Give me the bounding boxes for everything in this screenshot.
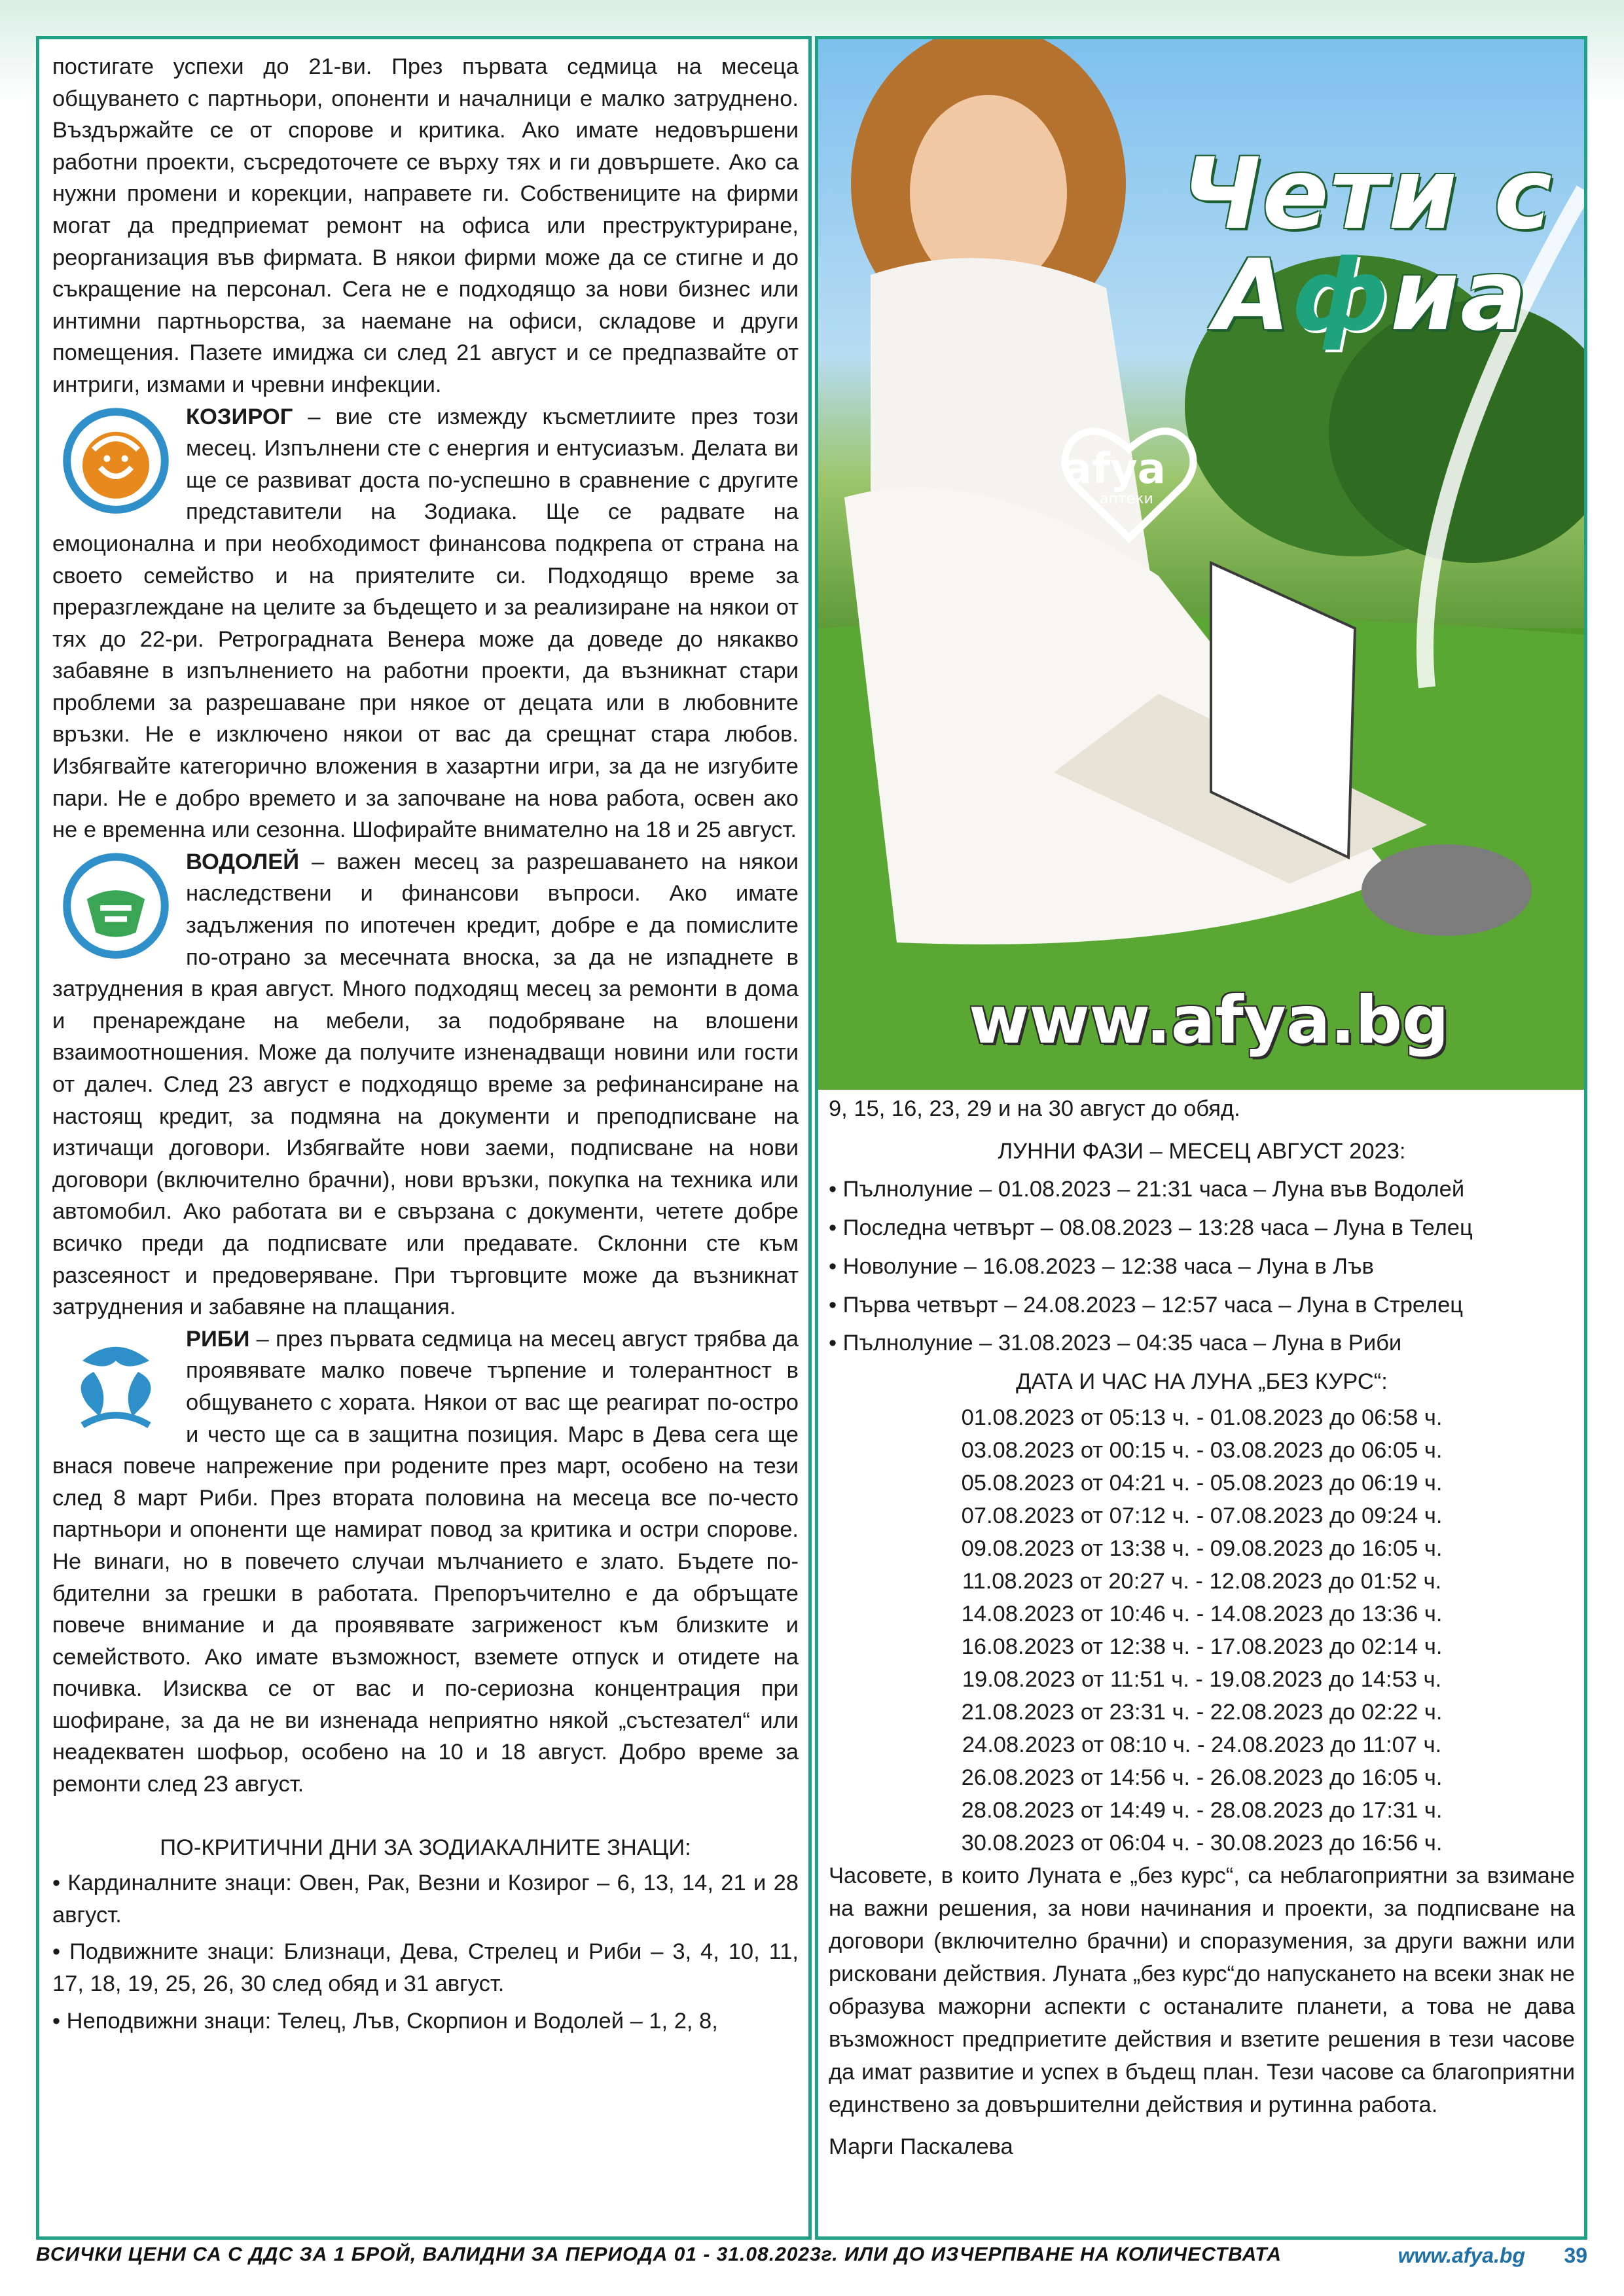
void-moon-slot: 24.08.2023 от 08:10 ч. - 24.08.2023 до 11:07 ч. <box>962 1732 1442 1757</box>
void-moon-slot: 01.08.2023 от 05:13 ч. - 01.08.2023 до 06:58 ч. <box>961 1405 1443 1430</box>
left-column <box>36 36 812 2240</box>
promo-title-line1: Чети с <box>1182 137 1554 251</box>
pisces-heading: РИБИ <box>186 1326 250 1352</box>
void-moon-slot: 28.08.2023 от 14:49 ч. - 28.08.2023 до 17:31 ч. <box>961 1797 1443 1823</box>
right-column <box>815 36 1587 2240</box>
pisces-text: – през първата седмица на месец август трябва да проявявате малко повече търпение и толерантност в общуването с хората. Някои от вас ще реагират по-остро и често ще са в защитна позиция. Марс в Дева сега ще внася повече напрежение при родените през март, особено на тези след 8 март Риби. През втората половина на месеца все по-често партньори и опоненти ще намират повод за критика и остри спорове. Не винаги, но в повечето случаи мълчанието е злато. Бъдете по-бдителни за грешки в работата. Препоръчително е да обръщате повече внимание и да проявявате загриженост към близките и семейството. Ако имате възможност, вземете отпуск и отидете на почивка. Изисква се от вас и по-сериозна концентрация при шофиране, за да не ви изненада неприятно някой „състезател“ или неадекватен шофьор, особено на 10 и 18 август. Добро време за ремонти след 23 август. <box>52 1326 799 1797</box>
critical-item: • Кардиналните знаци: Овен, Рак, Везни и Козирог – 6, 13, 14, 21 и 28 август. <box>52 1871 799 1928</box>
critical-item: • Подвижните знаци: Близнаци, Дева, Стрелец и Риби – 3, 4, 10, 11, 17, 18, 19, 25, 26, 30 след обяд и 31 август. <box>52 1939 799 1997</box>
horoscope-text <box>52 51 799 2037</box>
critical-continuation: 9, 15, 16, 23, 29 и на 30 август до обяд. <box>829 1096 1240 1121</box>
promo-title-accent: ф <box>1291 239 1390 353</box>
aquarius-section <box>52 846 799 1323</box>
void-moon-slot: 21.08.2023 от 23:31 ч. - 22.08.2023 до 02:22 ч. <box>961 1699 1443 1725</box>
aquarius-text: – важен месец за разрешаването на някои наследствени и финансови въпроси. Ако имате задължения по ипотечен кредит, добре е да помислите по-отрано за месечната вноска, за да не изпаднете в затруднения в края август. Много подходящ месец за ремонти в дома и пренареждане на мебели, за подобряване на влошени взаимоотношения. Може да получите изненадващи новини или гости от далеч. След 23 август е подходящо време за рефинансиране на настоящ кредит, за подмяна на документи и преподписване на изтичащи договори. Избягвайте нови заеми, подписване на нови договори (включително брачни), нови връзки, покупка на техника или автомобил. Ако работата ви е свързана с документи, четете добре всичко преди да подписвате или предавате. Склонни сте към разсеяност и предоверяване. При търговците може да възникнат затруднения и забавяне на плащания. <box>52 849 799 1320</box>
moon-phase-item: • Пълнолуние – 31.08.2023 – 04:35 часа – Луна в Риби <box>829 1331 1402 1356</box>
void-moon-slot: 16.08.2023 от 12:38 ч. - 17.08.2023 до 02:14 ч. <box>961 1634 1443 1659</box>
footer-url[interactable]: www.afya.bg <box>1398 2244 1525 2267</box>
author: Марги Паскалева <box>829 2134 1013 2159</box>
capricorn-heading: КОЗИРОГ <box>186 404 293 429</box>
void-moon-slot: 07.08.2023 от 07:12 ч. - 07.08.2023 до 09:24 ч. <box>961 1503 1443 1528</box>
promo-url[interactable]: www.afya.bg <box>969 982 1449 1058</box>
page-number: 39 <box>1564 2244 1587 2267</box>
pisces-sign-icon <box>47 1327 178 1439</box>
promo-title-line2 <box>1214 239 1528 353</box>
void-moon-slot: 19.08.2023 от 11:51 ч. - 19.08.2023 до 14:53 ч. <box>962 1666 1442 1692</box>
moon-phase-item: • Пълнолуние – 01.08.2023 – 21:31 часа – Луна във Водолей <box>829 1177 1465 1202</box>
aquarius-heading: ВОДОЛЕЙ <box>186 849 300 874</box>
footer-price-note: ВСИЧКИ ЦЕНИ СА С ДДС ЗА 1 БРОЙ, ВАЛИДНИ ЗА ПЕРИОДА 01 - 31.08.2023г. ИЛИ ДО ИЗЧЕРПВАНЕ НА КОЛИЧЕСТВАТА <box>36 2244 1282 2265</box>
void-moon-note: Часовете, в които Луната е „без курс“, са неблагоприятни за взимане на важни решения, за нови начинания и проекти, за подписване на договори (включително брачни) и споразумения, за други важни или рисковани действия. Луната „без курс“до напускането на всеки знак не образува мажорни аспекти с останалите планети, а това не дава възможност предприетите действия и взетите решения в тези часове да имат развитие и успех в бъдещ план. Тези часове са благоприятни единствено за довършителни действия и рутинна работа. <box>829 1863 1575 2117</box>
moon-info <box>829 1090 1575 2166</box>
void-moon-slot: 09.08.2023 от 13:38 ч. - 09.08.2023 до 16:05 ч. <box>961 1535 1443 1561</box>
void-moon-heading: ДАТА И ЧАС НА ЛУНА „БЕЗ КУРС“: <box>1016 1369 1388 1394</box>
promo-title-a: А <box>1214 239 1292 353</box>
void-moon-slot: 05.08.2023 от 04:21 ч. - 05.08.2023 до 06:19 ч. <box>961 1470 1443 1496</box>
void-moon-slot: 14.08.2023 от 10:46 ч. - 14.08.2023 до 13:36 ч. <box>961 1601 1443 1626</box>
moon-phase-item: • Новолуние – 16.08.2023 – 12:38 часа – Луна в Лъв <box>829 1253 1374 1279</box>
aquarius-sign-icon <box>47 850 178 961</box>
void-moon-slot: 03.08.2023 от 00:15 ч. - 03.08.2023 до 06:05 ч. <box>961 1437 1443 1463</box>
moon-phases-heading: ЛУННИ ФАЗИ – МЕСЕЦ АВГУСТ 2023: <box>998 1138 1406 1164</box>
void-moon-slot: 26.08.2023 от 14:56 ч. - 26.08.2023 до 16:05 ч. <box>961 1765 1443 1790</box>
capricorn-sign-icon <box>47 405 178 516</box>
moon-phase-item: • Последна четвърт – 08.08.2023 – 13:28 часа – Луна в Телец <box>829 1215 1473 1241</box>
promo-title-b: иа <box>1390 239 1528 353</box>
promo-image <box>818 39 1584 1090</box>
afya-logo-text: afya <box>1064 445 1166 493</box>
afya-logo-subtitle: аптеки <box>1100 491 1153 507</box>
moon-phase-item: • Първа четвърт – 24.08.2023 – 12:57 часа – Луна в Стрелец <box>829 1292 1464 1318</box>
capricorn-text: – вие сте измежду късметлиите през този месец. Изпълнени сте с енергия и ентусиазъм. Делата ви ще се развиват доста по-успешно в сравнение с другите представители на Зодиака. Ще се радвате на емоционална и при необходимост финансова подкрепа от страна на своето семейство и на приятелите си. Подходящо време за преразглеждане на целите за бъдещето и за реализиране на някои от тях до 22-ри. Ретроградната Венера може да доведе до някакво забавяне в изпълнението на работни проекти, да възникнат стари проблеми за разрешаване при някое от децата или в любовните връзки. Не е изключено някои от вас да срещнат стара любов. Избягвайте категорично вложения в хазартни игри, за да не изгубите пари. Не е добро времето и за започване на нова работа, освен ако не е временна или сезонна. Шофирайте внимателно на 18 и 25 август. <box>52 404 799 843</box>
intro-paragraph: постигате успехи до 21-ви. През първата седмица на месеца общуването с партньори, опоненти и началници е малко затруднено. Въздържайте се от спорове и критика. Ако имате недовършени работни проекти, съсредоточете се върху тях и ги довършете. Ако са нужни промени и корекции, направете ги. Собствениците на фирми могат да предприемат ремонт на офиса или преструктуриране, реорганизация във фирмата. В някои фирми може да се стигне и до съкращение на персонал. Сега не е подходящо за нови бизнес или интимни партньорства, за наемане на офиси, складове и други помещения. Пазете имиджа си след 21 август и се предпазвайте от интриги, измами и чревни инфекции. <box>52 54 799 397</box>
capricorn-section <box>52 401 799 846</box>
critical-days-heading: ПО-КРИТИЧНИ ДНИ ЗА ЗОДИАКАЛНИТЕ ЗНАЦИ: <box>160 1835 691 1860</box>
critical-item: • Неподвижни знаци: Телец, Лъв, Скорпион и Водолей – 1, 2, 8, <box>52 2008 718 2034</box>
void-moon-slot: 11.08.2023 от 20:27 ч. - 12.08.2023 до 01:52 ч. <box>962 1568 1442 1594</box>
void-moon-slot: 30.08.2023 от 06:04 ч. - 30.08.2023 до 16:56 ч. <box>961 1830 1443 1856</box>
pisces-section <box>52 1323 799 1801</box>
page-footer <box>36 2244 1587 2276</box>
